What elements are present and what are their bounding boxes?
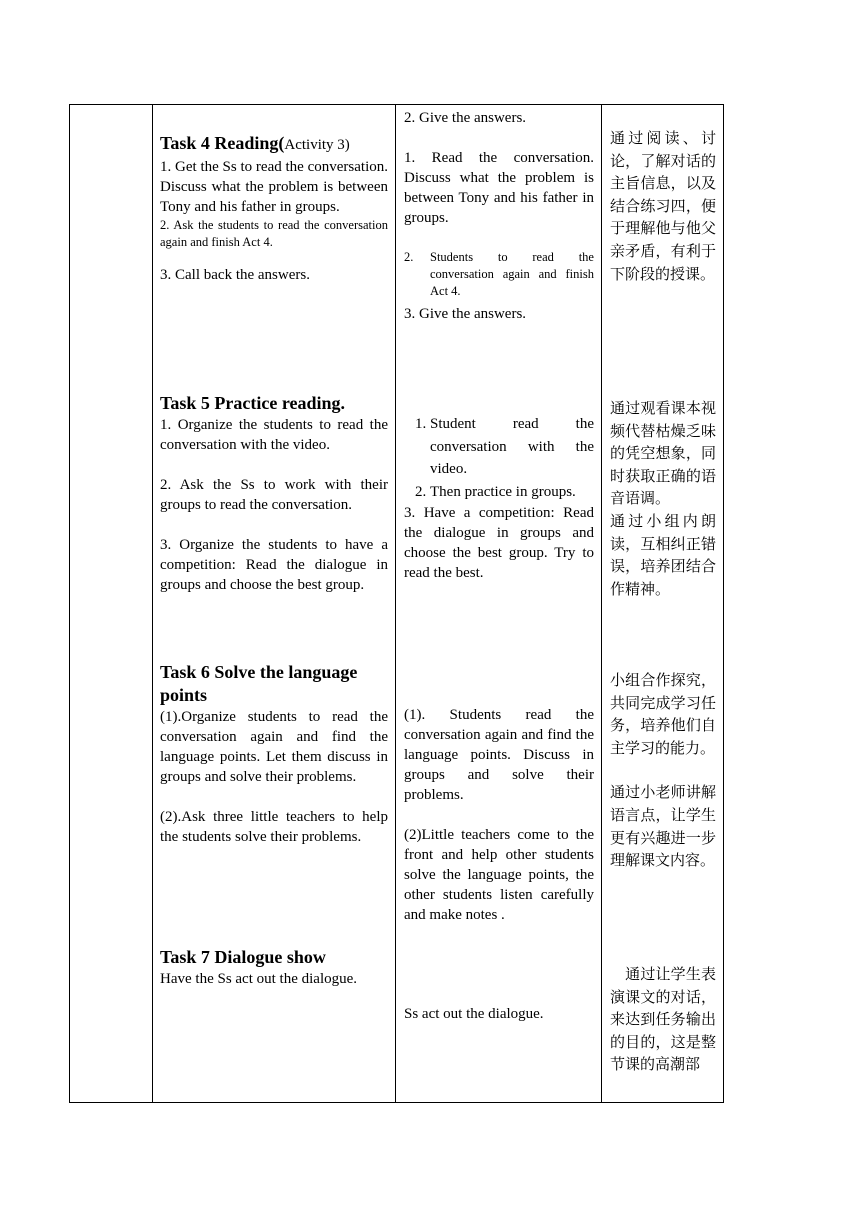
task7-title: Task 7 Dialogue show	[160, 947, 326, 967]
task5-teacher-step-1: 1. Organize the students to read the conversation with the video.	[160, 417, 388, 453]
task7-purpose-text: 通过让学生表演课文的对话，来达到任务输出的目的，这是整节课的高潮部	[610, 965, 716, 1074]
task6-students-step-2: (2)Little teachers come to the front and help other students solve the language points, the other students listen carefully and make notes .	[404, 827, 594, 923]
task6-purpose-text-2: 通过小老师讲解语言点，让学生更有兴趣进一步理解课文内容。	[610, 783, 716, 870]
task5-students-step-3: 3. Have a competition: Read the dialogue in groups and choose the best group. Try to read the best.	[404, 505, 594, 582]
task6-teacher-step-1: (1).Organize students to read the conversation again and find the language points. Let them discuss in groups and solve their problems.	[160, 709, 388, 785]
task6-purpose-text-1: 小组合作探究，共同完成学习任务，培养他们自主学习的能力。	[610, 671, 716, 757]
task5-students-step-1: 1. Student read the conversation with the video.	[430, 413, 594, 481]
student-activity-column	[396, 105, 602, 1102]
task5-purpose-text-2: 通过小组内朗读，互相纠正错误，培养团结合作精神。	[610, 511, 716, 598]
task6-teacher-step-2: (2).Ask three little teachers to help the students solve their problems.	[160, 809, 388, 845]
task4-students	[404, 108, 594, 324]
task5-teacher-step-3: 3. Organize the students to have a competition: Read the dialogue in groups and choose the best group.	[160, 537, 388, 593]
task4-students-step-2-text: Students to read the conversation again and finish Act 4.	[430, 250, 594, 298]
purpose-column	[602, 105, 723, 1102]
task5-purpose-text-1: 通过观看课本视频代替枯燥乏味的凭空想象，同时获取正确的语音语调。	[610, 399, 716, 508]
task5-students	[404, 413, 594, 583]
task4-purpose-text: 通过阅读、讨论，了解对话的主旨信息，以及结合练习四，便于理解他与他父亲矛盾，有利于下阶段的授课。	[610, 129, 716, 283]
task4-teacher-step-2: 2. Ask the students to read the conversation again and finish Act 4.	[160, 218, 388, 249]
task4-students-step-2	[404, 249, 594, 300]
task4-title-normal: Activity 3)	[284, 137, 350, 153]
lesson-plan-table	[69, 104, 724, 1103]
step-column	[70, 105, 153, 1102]
task6-teacher	[160, 661, 388, 847]
teacher-activity-column	[153, 105, 396, 1102]
task4-teacher-step-3: 3. Call back the answers.	[160, 267, 310, 283]
task6-title: Task 6 Solve the language points	[160, 662, 358, 705]
task4-teacher-step-1: 1. Get the Ss to read the conversation. Discuss what the problem is between Tony and his father in groups.	[160, 159, 388, 215]
task4-teacher	[160, 132, 388, 285]
task4-students-step-2-num: 2.	[404, 250, 414, 264]
task7-students	[404, 1004, 594, 1024]
task7-purpose	[610, 963, 716, 1076]
task6-purpose	[610, 669, 716, 872]
task7-students-step: Ss act out the dialogue.	[404, 1006, 544, 1022]
task4-students-prev: 2. Give the answers.	[404, 110, 527, 126]
task5-students-list	[404, 413, 594, 503]
task4-title	[160, 132, 388, 157]
task4-title-bold: Task 4 Reading(	[160, 133, 285, 153]
task5-teacher	[160, 392, 388, 595]
task7-teacher-step: Have the Ss act out the dialogue.	[160, 971, 358, 987]
task7-teacher	[160, 946, 388, 989]
task4-students-step-1: 1. Read the conversation. Discuss what the problem is between Tony and his father in groups.	[404, 150, 594, 226]
task6-students	[404, 705, 594, 925]
task4-students-step-3: 3. Give the answers.	[404, 306, 527, 322]
task4-purpose	[610, 127, 716, 285]
task5-teacher-step-2: 2. Ask the Ss to work with their groups to read the conversation.	[160, 477, 388, 513]
task6-students-step-1: (1). Students read the conversation again and find the language points. Discuss in groups and solve their problems.	[404, 707, 594, 803]
task5-students-step-2: 2. Then practice in groups.	[430, 481, 594, 504]
task5-title: Task 5 Practice reading.	[160, 393, 345, 413]
task5-purpose	[610, 397, 716, 600]
